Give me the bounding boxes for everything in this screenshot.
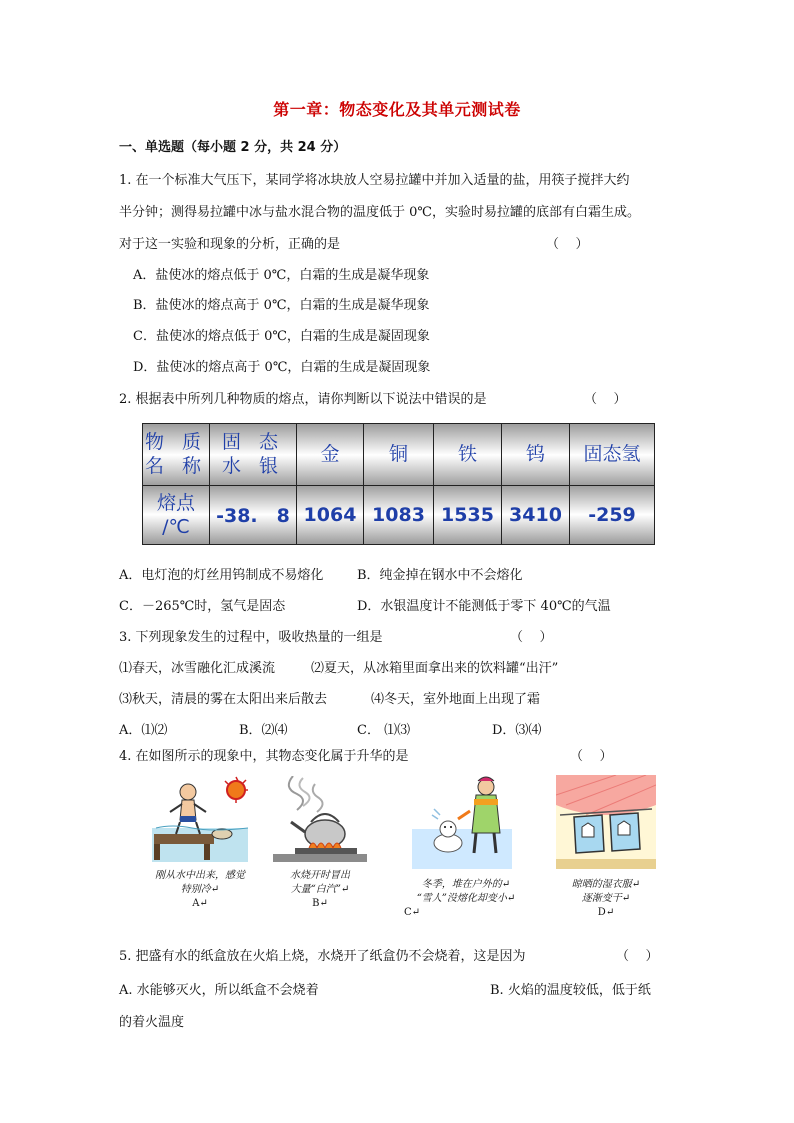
q1-stem-line3: 对于这一实验和现象的分析，正确的是 [119, 237, 341, 252]
caption-c-letter: C↵ [404, 907, 421, 918]
page-title: 第一章：物态变化及其单元测试卷 [273, 100, 521, 119]
q2-answer-bracket: （ ） [584, 392, 627, 407]
q3-answer-bracket: （ ） [510, 630, 553, 645]
melting-point-table [142, 423, 655, 545]
caption-a-line2: 特别冷↵ [180, 884, 220, 895]
table-cell-value-tungsten: 3410 [502, 485, 570, 545]
q3-option-c: C． ⑴⑶ [357, 723, 411, 738]
caption-d-line2: 逐渐变干↵ [581, 893, 631, 904]
table-cell-iron: 铁 [434, 424, 502, 486]
q5-option-b: B. 火焰的温度较低，低于纸 [490, 983, 651, 998]
snowman-illustration [412, 775, 512, 869]
swimmer-illustration [152, 776, 248, 862]
caption-a [147, 869, 253, 911]
caption-b-line2: 大量“白汽”↵ [290, 884, 350, 895]
q2-option-b: B．纯金掉在钢水中不会熔化 [357, 568, 523, 583]
q3-item-3: ⑶秋天，清晨的雾在太阳出来后散去 [119, 692, 328, 707]
q1-option-c: C．盐使冰的熔点低于 0℃，白霜的生成是凝固现象 [133, 329, 430, 344]
table-cell-mercury [210, 424, 297, 486]
q3-option-d: D．⑶⑷ [492, 723, 542, 738]
q2-option-d: D．水银温度计不能测低于零下 40℃的气温 [357, 599, 611, 614]
row-label-line2: /℃ [162, 515, 190, 538]
table-cell-value-iron: 1535 [434, 485, 502, 545]
table-cell-row-label [143, 485, 210, 545]
caption-b-letter: B↵ [312, 898, 328, 909]
q1-answer-bracket: （ ） [546, 237, 589, 252]
table-cell-header-label [143, 424, 210, 486]
q3-item-2: ⑵夏天，从冰箱里面拿出来的饮料罐“出汗” [311, 661, 559, 676]
mercury-line1: 固 态 [221, 431, 285, 454]
q2-stem: 2. 根据表中所列几种物质的熔点，请你判断以下说法中错误的是 [119, 392, 487, 407]
caption-b-line1: 水烧开时冒出 [290, 870, 350, 881]
q3-stem: 3. 下列现象发生的过程中，吸收热量的一组是 [119, 630, 383, 645]
drying-clothes-illustration [556, 775, 656, 869]
caption-a-line1: 刚从水中出来，感觉 [155, 870, 245, 881]
caption-d [552, 878, 660, 920]
mercury-line2: 水 银 [221, 455, 285, 478]
table-cell-solid-hydrogen: 固态氢 [570, 424, 655, 486]
caption-c [404, 878, 528, 920]
q3-item-4: ⑷冬天，室外地面上出现了霜 [371, 692, 541, 707]
row-label-line1: 熔点 [156, 491, 195, 514]
q1-option-b: B．盐使冰的熔点高于 0℃，白霜的生成是凝华现象 [133, 298, 430, 313]
section-heading: 一、单选题（每小题 2 分，共 24 分） [119, 140, 347, 155]
caption-b [268, 869, 372, 911]
caption-d-line1: 晾晒的湿衣服↵ [571, 879, 641, 890]
q1-option-a: A．盐使冰的熔点低于 0℃，白霜的生成是凝华现象 [133, 268, 430, 283]
table-cell-value-gold: 1064 [297, 485, 364, 545]
q1-stem-line2: 半分钟；测得易拉罐中冰与盐水混合物的温度低于 0℃，实验时易拉罐的底部有白霜生成。 [119, 205, 640, 220]
kettle-illustration [273, 776, 367, 862]
header-label-line2: 名 称 [144, 455, 208, 478]
q3-item-1: ⑴春天，冰雪融化汇成溪流 [119, 661, 276, 676]
q1-stem-line1: 1. 在一个标准大气压下，某同学将冰块放人空易拉罐中并加入适量的盐，用筷子搅拌大约 [119, 173, 630, 188]
q4-answer-bracket: （ ） [570, 749, 613, 764]
caption-d-letter: D↵ [597, 907, 615, 918]
table-cell-tungsten: 钨 [502, 424, 570, 486]
table-cell-value-hydrogen: -259 [570, 485, 655, 545]
q3-option-b: B．⑵⑷ [239, 723, 288, 738]
q5-stem: 5. 把盛有水的纸盒放在火焰上烧，水烧开了纸盒仍不会烧着，这是因为 [119, 949, 526, 964]
q3-option-a: A．⑴⑵ [119, 723, 168, 738]
q1-option-d: D．盐使冰的熔点高于 0℃，白霜的生成是凝固现象 [133, 360, 431, 375]
table-header-row [143, 424, 655, 486]
caption-a-letter: A↵ [192, 898, 208, 909]
q2-option-a: A．电灯泡的灯丝用钨制成不易熔化 [119, 568, 324, 583]
table-cell-value-copper: 1083 [364, 485, 434, 545]
caption-c-line1: 冬季，堆在户外的↵ [421, 879, 511, 890]
table-cell-copper: 铜 [364, 424, 434, 486]
table-value-row [143, 485, 655, 545]
caption-c-line2: “雪人”没熔化却变小↵ [416, 893, 516, 904]
table-cell-gold: 金 [297, 424, 364, 486]
header-label-line1: 物 质 [144, 431, 208, 454]
q5-answer-bracket: （ ） [616, 949, 659, 964]
q4-stem: 4. 在如图所示的现象中，其物态变化属于升华的是 [119, 749, 409, 764]
q5-option-a: A. 水能够灭火，所以纸盒不会烧着 [119, 983, 319, 998]
q5-option-b-continued: 的着火温度 [119, 1015, 185, 1030]
q2-option-c: C．－265℃时，氢气是固态 [119, 599, 286, 614]
table-cell-value-mercury: -38. 8 [210, 485, 297, 545]
